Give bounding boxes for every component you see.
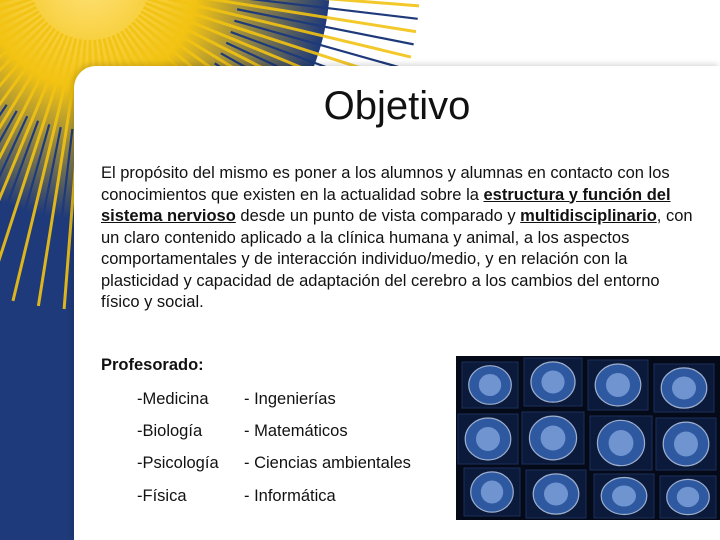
profesorado-heading: Profesorado: bbox=[101, 356, 204, 374]
objective-paragraph bbox=[101, 163, 701, 314]
paragraph-text-3: , con un claro contenido aplicado a la clínica humana y animal, a los aspectos comportamentales y de interacción individuo/medio, y en relación con la plasticidad y capacidad de adaptación del cerebro a los cambios del entorno físico y social. bbox=[101, 207, 693, 311]
paragraph-text-2: desde un punto de vista comparado y bbox=[235, 207, 521, 225]
emphasis-multidisciplinary: multidisciplinario bbox=[520, 207, 657, 225]
faculty-item: -Biología bbox=[137, 422, 203, 440]
faculty-item: - Ciencias ambientales bbox=[244, 454, 411, 472]
emphasis-structure: estructura y función del sistema nervioso bbox=[101, 185, 671, 225]
faculty-item: - Matemáticos bbox=[244, 422, 348, 440]
faculty-item: - Informática bbox=[244, 487, 336, 505]
faculty-item: - Ingenierías bbox=[244, 390, 336, 408]
faculty-item: -Medicina bbox=[137, 390, 209, 408]
paragraph-text-1: El propósito del mismo es poner a los alumnos y alumnas en contacto con los conocimientos que existen en la actualidad sobre la bbox=[101, 164, 670, 204]
brain-scan-image bbox=[456, 356, 720, 520]
faculty-item: -Física bbox=[137, 487, 187, 505]
slide-title: Objetivo bbox=[323, 84, 471, 128]
faculty-item: -Psicología bbox=[137, 454, 219, 472]
